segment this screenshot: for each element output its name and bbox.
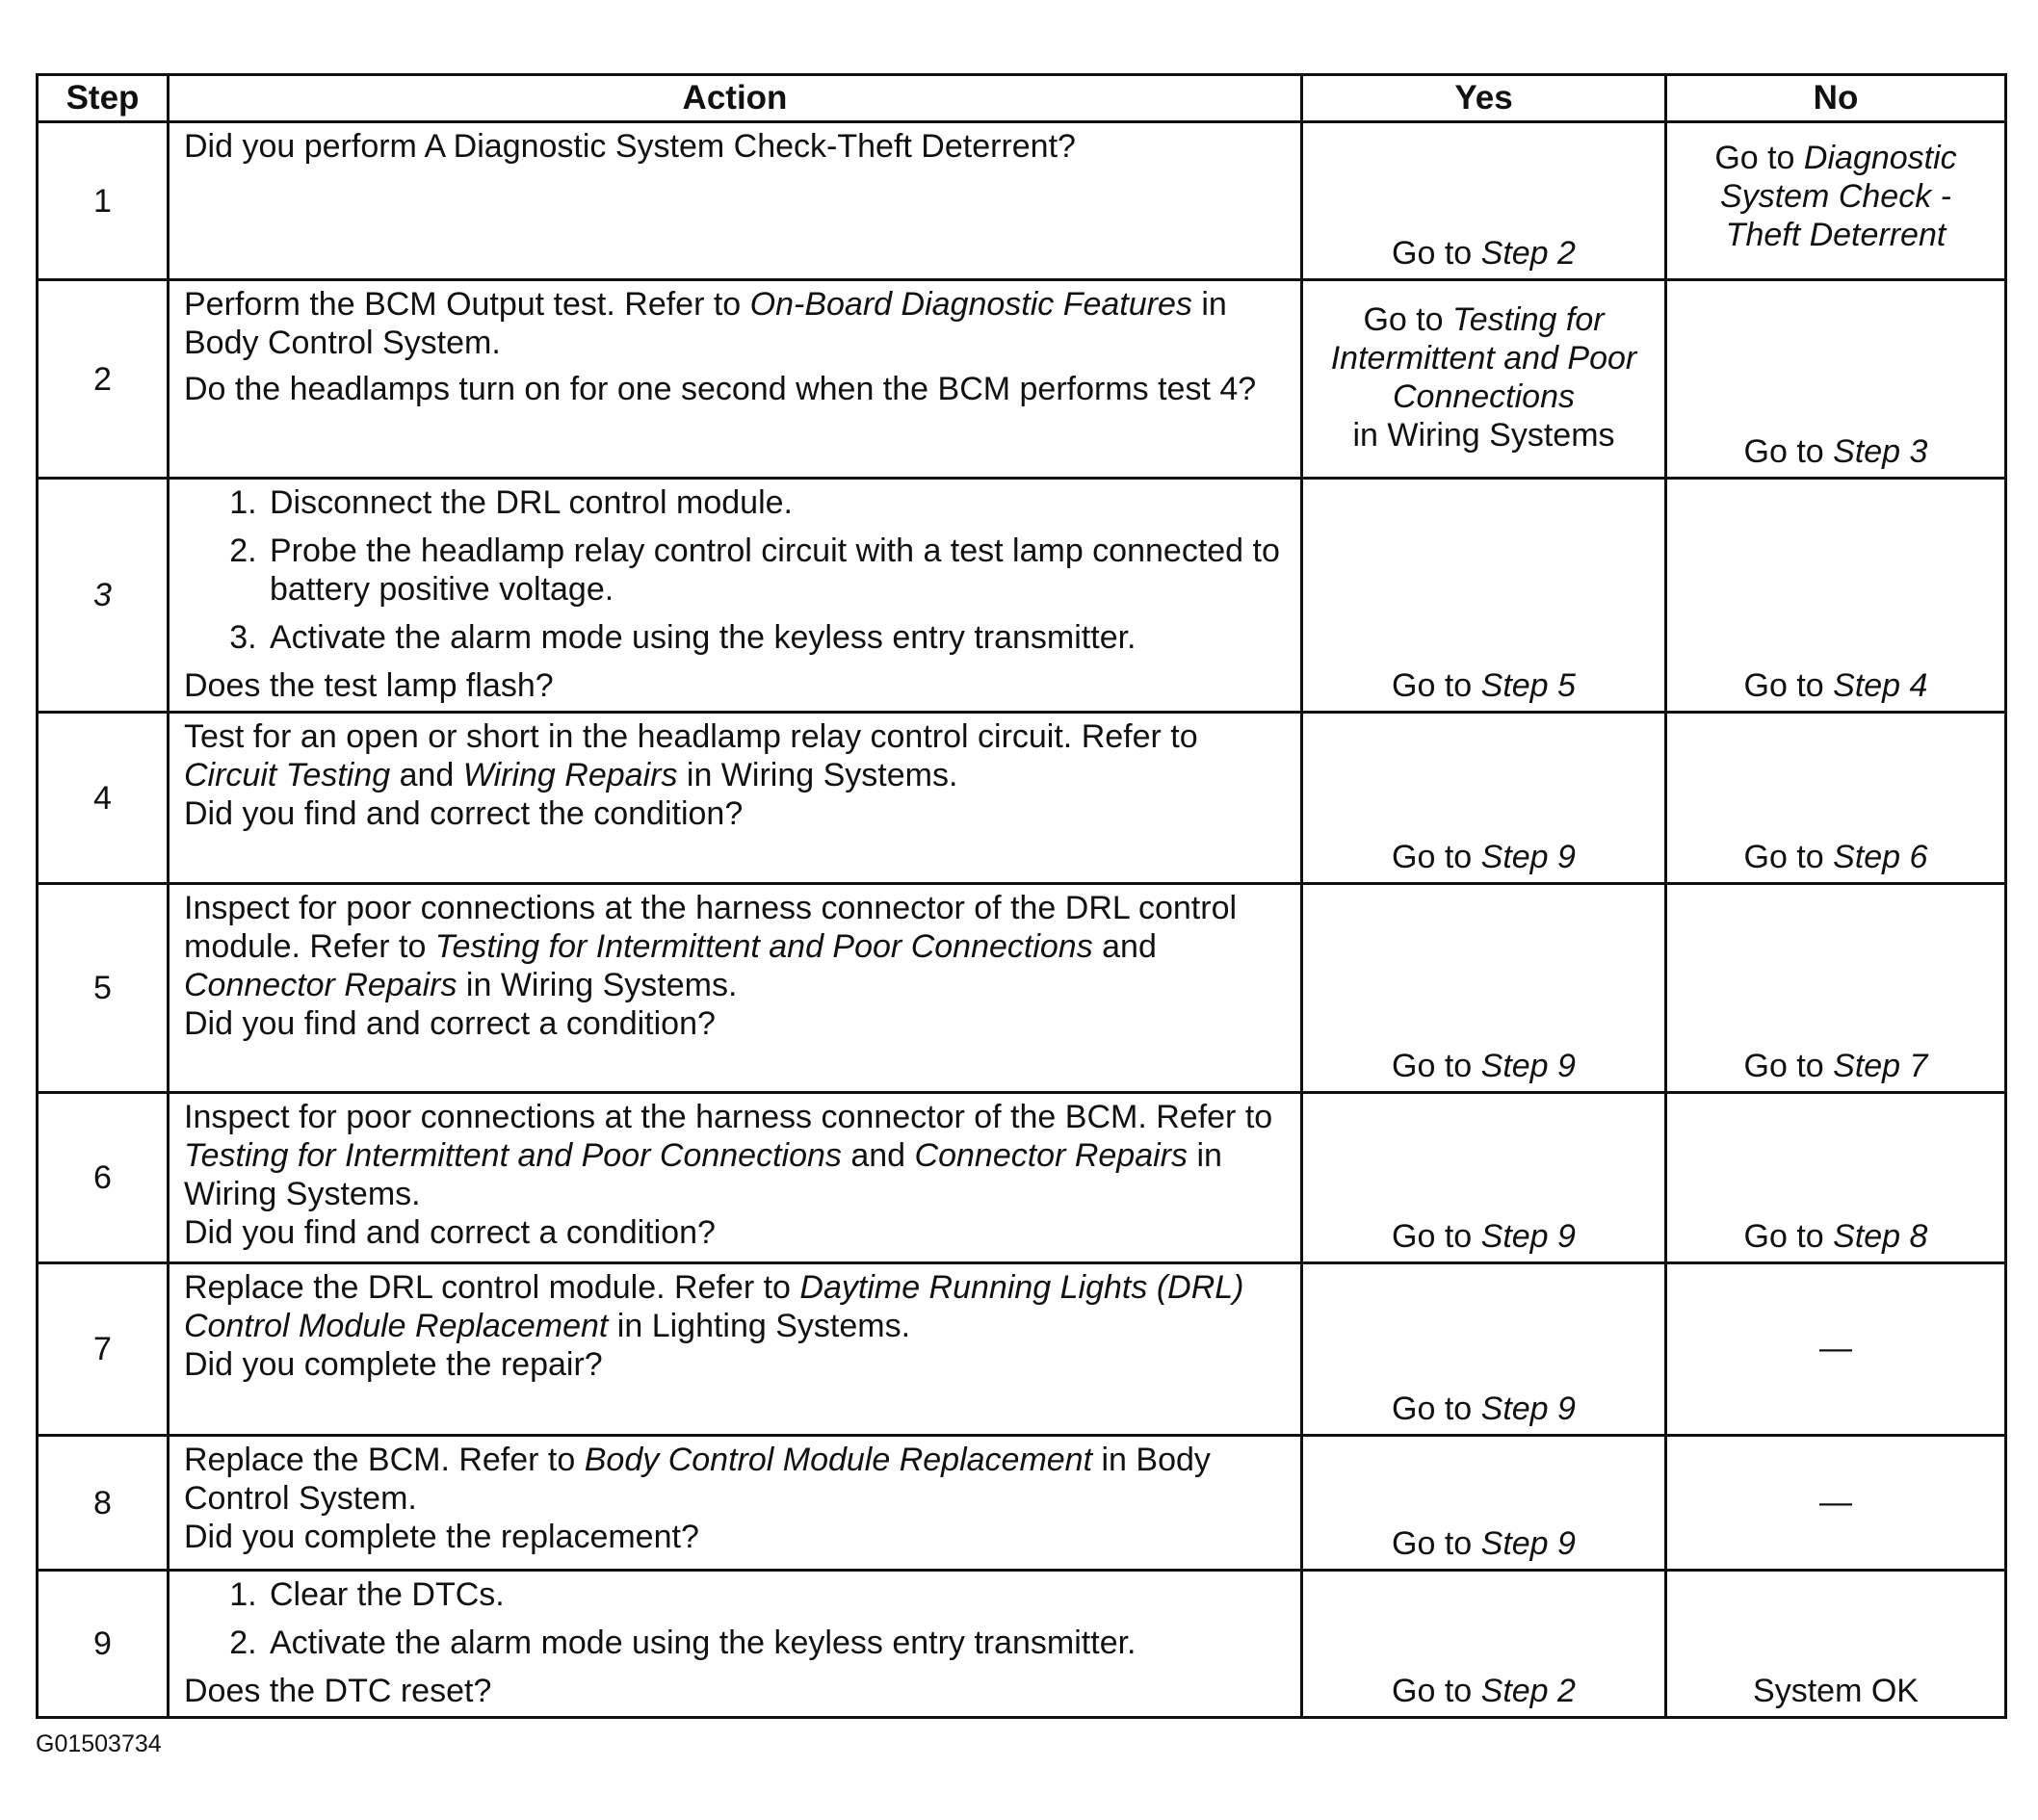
table-header-row [38,75,2006,122]
table-row [38,1571,2006,1718]
table-row [38,713,2006,884]
yes-step-link[interactable]: Step 9 [1480,1391,1576,1427]
step-number: 3 [38,479,169,713]
action-text: Replace the BCM. Refer to Body Control Module Replacement in Body Control System. [184,1442,1211,1517]
no-cell [1666,884,2006,1093]
reference-link[interactable]: Wiring Repairs [462,757,678,793]
step-number: 5 [38,884,169,1093]
reference-link[interactable]: Body Control Module Replacement [584,1442,1093,1478]
action-text: Test for an open or short in the headlamp relay control circuit. Refer to Circuit Testing and Wiring Repairs in Wiring Systems. [184,718,1198,793]
table-row [38,1093,2006,1263]
action-cell [169,280,1302,479]
go-to-text: Go to [1363,301,1453,338]
no-step-link[interactable]: Step 6 [1833,839,1928,875]
no-cell [1666,713,2006,884]
yes-step-link[interactable]: Step 9 [1480,839,1576,875]
reference-link[interactable]: On-Board Diagnostic Features [749,286,1192,323]
no-dash: — [1819,1483,1852,1521]
list-item: 1. Disconnect the DRL control module. [266,483,1289,522]
step-number: 2 [38,280,169,479]
action-cell [169,713,1302,884]
table-row [38,884,2006,1093]
reference-link[interactable]: Connector Repairs [914,1137,1189,1174]
action-question: Did you complete the repair? [184,1346,603,1383]
action-text: Replace the DRL control module. Refer to Daytime Running Lights (DRL) Control Module Replacement in Lighting Systems. [184,1269,1244,1344]
step-number: 1 [38,122,169,280]
no-result: System OK [1753,1673,1919,1709]
reference-link[interactable]: Daytime Running Lights (DRL) Control Module Replacement [184,1269,1244,1344]
no-ref-line3[interactable]: Theft Deterrent [1725,217,1947,253]
no-cell [1666,280,2006,479]
list-item: 2. Activate the alarm mode using the keyless entry transmitter. [266,1624,1289,1662]
yes-cell [1302,122,1666,280]
list-item: 2. Probe the headlamp relay control circuit with a test lamp connected to battery positive voltage. [266,532,1289,609]
no-dash: — [1819,1330,1852,1366]
action-cell [169,479,1302,713]
yes-ref-link[interactable]: Testing for Intermittent and Poor Connections [1330,301,1637,415]
no-step-link[interactable]: Step 7 [1833,1048,1928,1084]
yes-cell [1302,713,1666,884]
action-text: Inspect for poor connections at the harness connector of the DRL control module. Refer to Testing for Intermittent and Poor Connections and Connector Repairs in Wiring Systems. [184,890,1238,1003]
go-to-text: Go to [1714,140,1804,176]
yes-cell [1302,1263,1666,1436]
action-cell [169,1093,1302,1263]
go-to-text: Go to [1392,1673,1481,1709]
action-cell [169,884,1302,1093]
yes-step-link[interactable]: Step 5 [1480,667,1576,704]
yes-cell [1302,1436,1666,1571]
yes-step-link[interactable]: Step 2 [1480,235,1576,272]
action-question: Does the DTC reset? [184,1673,492,1709]
yes-cell [1302,1571,1666,1718]
go-to-text: Go to [1392,667,1481,704]
go-to-text: Go to [1392,235,1481,272]
action-text: Did you perform A Diagnostic System Check-Theft Deterrent? [184,128,1076,165]
action-question: Did you find and correct the condition? [184,795,744,832]
yes-cell [1302,1093,1666,1263]
diagnostic-table [36,73,2007,1719]
list-item: 1. Clear the DTCs. [266,1575,1289,1614]
no-cell [1666,122,2006,280]
action-cell [169,1571,1302,1718]
yes-cell [1302,884,1666,1093]
go-to-text: Go to [1743,1048,1834,1084]
step-number: 9 [38,1571,169,1718]
action-cell [169,1263,1302,1436]
no-step-link[interactable]: Step 4 [1833,667,1928,704]
action-question: Did you find and correct a condition? [184,1005,716,1042]
action-text: Perform the BCM Output test. Refer to On-Board Diagnostic Features in Body Control System. [184,286,1227,361]
action-question: Did you find and correct a condition? [184,1214,716,1251]
yes-step-link[interactable]: Step 9 [1480,1525,1576,1562]
no-cell [1666,1436,2006,1571]
action-cell [169,122,1302,280]
action-steps-list [184,1575,1289,1672]
step-number: 8 [38,1436,169,1571]
list-item: 3. Activate the alarm mode using the keyless entry transmitter. [266,618,1289,657]
go-to-text: Go to [1392,1048,1481,1084]
no-cell [1666,1571,2006,1718]
no-cell [1666,1093,2006,1263]
yes-ref-suffix: in Wiring Systems [1352,417,1615,454]
yes-cell [1302,479,1666,713]
step-number: 4 [38,713,169,884]
no-cell [1666,479,2006,713]
table-row [38,280,2006,479]
reference-link[interactable]: Testing for Intermittent and Poor Connections [184,1137,842,1174]
table-row [38,122,2006,280]
reference-link[interactable]: Testing for Intermittent and Poor Connections [434,928,1093,965]
action-question: Did you complete the replacement? [184,1519,699,1555]
yes-step-link[interactable]: Step 9 [1480,1048,1576,1084]
no-cell [1666,1263,2006,1436]
go-to-text: Go to [1392,1391,1481,1427]
no-step-link[interactable]: Step 3 [1833,433,1928,470]
header-action: Action [169,75,1302,122]
yes-cell [1302,280,1666,479]
table-row [38,1263,2006,1436]
step-number: 7 [38,1263,169,1436]
no-ref-line2[interactable]: System Check - [1720,178,1951,215]
yes-step-link[interactable]: Step 9 [1480,1218,1576,1255]
action-question: Does the test lamp flash? [184,667,554,704]
step-number: 6 [38,1093,169,1263]
reference-link[interactable]: Circuit Testing [184,757,391,793]
go-to-text: Go to [1743,667,1834,704]
go-to-text: Go to [1743,433,1834,470]
header-no: No [1666,75,2006,122]
table-row [38,479,2006,713]
table-row [38,1436,2006,1571]
no-step-link[interactable]: Step 8 [1833,1218,1928,1255]
go-to-text: Go to [1392,1525,1481,1562]
action-text: Inspect for poor connections at the harness connector of the BCM. Refer to Testing for Intermittent and Poor Connections and Connector Repairs in Wiring Systems. [184,1099,1273,1212]
header-step: Step [38,75,169,122]
go-to-text: Go to [1392,1218,1481,1255]
action-steps-list [184,483,1289,666]
header-yes: Yes [1302,75,1666,122]
go-to-text: Go to [1743,1218,1834,1255]
action-cell [169,1436,1302,1571]
yes-step-link[interactable]: Step 2 [1480,1673,1576,1709]
go-to-text: Go to [1392,839,1481,875]
go-to-text: Go to [1743,839,1834,875]
figure-id: G01503734 [36,1730,162,1757]
action-question: Do the headlamps turn on for one second when the BCM performs test 4? [184,371,1257,407]
no-ref-line1[interactable]: Diagnostic [1803,140,1957,176]
reference-link[interactable]: Connector Repairs [184,967,457,1003]
